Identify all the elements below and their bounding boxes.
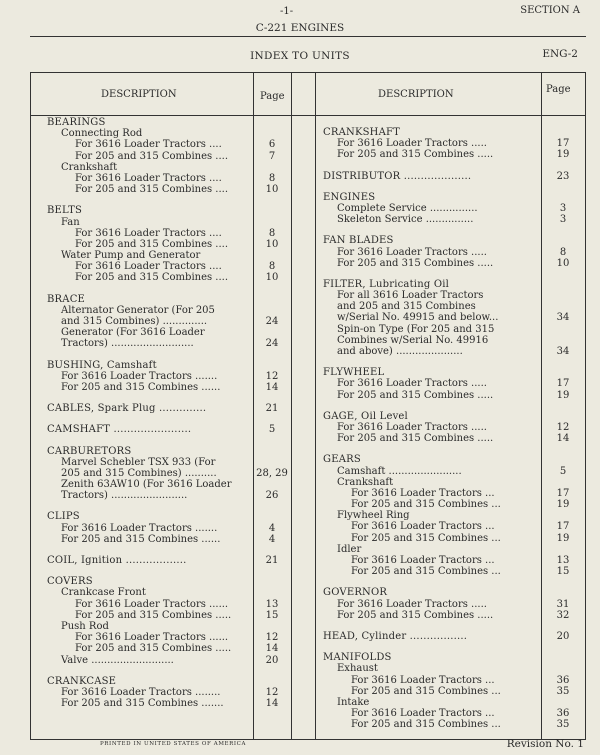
index-entry (323, 247, 585, 258)
entry-text: Water Pump and Generator (61, 250, 201, 262)
entry-page-number: 26 (265, 490, 279, 502)
index-entry (323, 279, 585, 290)
entry-text: Tractors) .......................... (61, 338, 194, 350)
index-entry (323, 708, 585, 719)
index-entry (47, 327, 287, 338)
entry-page-number: 19 (556, 149, 570, 161)
index-table (30, 72, 586, 740)
eng-code: ENG-2 (542, 48, 578, 60)
index-entry (47, 139, 287, 150)
entry-text: Exhaust (337, 663, 378, 675)
entry-page-number: 8 (268, 172, 276, 184)
index-entry (323, 454, 585, 465)
entry-text: Skeleton Service ............... (337, 214, 474, 226)
entry-spacer (323, 357, 585, 367)
entry-page-number: 17 (556, 521, 570, 533)
entry-text: For 205 and 315 Combines ... (351, 499, 501, 511)
index-entry (323, 192, 585, 203)
entry-page-number: 21 (265, 555, 279, 566)
section-label: SECTION A (520, 5, 580, 16)
entry-text: For 3616 Loader Tractors ... (351, 555, 495, 566)
revision-label: Revision No. 1 (506, 738, 584, 750)
entry-heading: FILTER, Lubricating Oil (323, 278, 450, 290)
index-entry (47, 655, 287, 666)
index-entry (323, 663, 585, 674)
entry-heading: GOVERNOR (323, 587, 388, 599)
index-entry (47, 468, 287, 479)
index-entry (47, 511, 287, 522)
entry-text: Generator (For 3616 Loader (61, 327, 205, 339)
index-entry (47, 698, 287, 709)
index-entry (323, 566, 585, 577)
index-entry (323, 149, 585, 160)
index-entry (47, 316, 287, 327)
entry-spacer (323, 161, 585, 171)
title-rule (30, 36, 586, 37)
entry-text: Camshaft ....................... (337, 465, 462, 477)
entry-page-number: 17 (556, 378, 570, 390)
index-entry (323, 652, 585, 663)
entry-page-number: 20 (556, 630, 570, 642)
entry-page-number: 7 (268, 150, 276, 162)
index-entry (47, 599, 287, 610)
entry-text: For 205 and 315 Combines ... (351, 685, 501, 697)
entry-page-number: 8 (268, 261, 276, 273)
entry-heading: COVERS (47, 576, 93, 588)
entry-heading: CABLES, Spark Plug .............. (47, 403, 207, 415)
index-entry (47, 184, 287, 195)
entry-text: Crankcase Front (61, 587, 146, 599)
index-entry (323, 203, 585, 214)
index-entry (47, 621, 287, 632)
entry-text: Alternator Generator (For 205 (61, 304, 215, 316)
entry-page-number: 32 (556, 609, 570, 621)
index-entry (323, 422, 585, 433)
entry-heading: DISTRIBUTOR .................... (323, 170, 472, 182)
entry-page-number: 21 (265, 403, 279, 415)
index-entry (323, 521, 585, 532)
entry-text: Push Rod (61, 620, 109, 632)
index-title: INDEX TO UNITS (250, 50, 350, 62)
index-entry (323, 686, 585, 697)
entry-text: For 205 and 315 Combines ..... (75, 609, 232, 621)
index-entry (323, 390, 585, 401)
index-entry (323, 466, 585, 477)
index-entry (323, 533, 585, 544)
entry-text: For 3616 Loader Tractors ... (351, 708, 495, 720)
entry-text: Tractors) ........................ (61, 490, 188, 502)
entry-heading: CLIPS (47, 511, 80, 523)
entry-page-number: 20 (265, 654, 279, 666)
left-index-column (47, 117, 287, 709)
left-page-header: Page (260, 91, 285, 102)
entry-spacer (323, 401, 585, 411)
entry-text: For 3616 Loader Tractors ...... (75, 598, 229, 610)
entry-page-number: 4 (268, 522, 276, 534)
entry-page-number: 12 (265, 632, 279, 644)
entry-text: Flywheel Ring (337, 510, 410, 522)
entry-page-number: 19 (556, 499, 570, 511)
header-rule (31, 115, 585, 116)
entry-text: For 3616 Loader Tractors ... (351, 487, 495, 499)
index-entry (323, 214, 585, 225)
index-entry (323, 312, 585, 323)
index-entry (47, 228, 287, 239)
index-entry (47, 151, 287, 162)
entry-spacer (323, 621, 585, 631)
entry-text: Idler (337, 543, 362, 555)
entry-spacer (47, 501, 287, 511)
entry-text: Combines w/Serial No. 49916 (337, 334, 489, 346)
entry-text: For 3616 Loader Tractors ... (351, 521, 495, 533)
index-entry (47, 360, 287, 371)
entry-page-number: 35 (556, 719, 570, 731)
document-title: C-221 ENGINES (255, 22, 345, 34)
index-entry (323, 510, 585, 521)
index-entry (47, 676, 287, 687)
entry-text: For 3616 Loader Tractors ....... (61, 522, 218, 534)
entry-text: Marvel Schebler TSX 933 (For (61, 456, 216, 468)
right-description-header: DESCRIPTION (378, 89, 454, 100)
entry-text: For 3616 Loader Tractors ....... (61, 370, 218, 382)
entry-page-number: 12 (556, 421, 570, 433)
entry-page-number: 31 (556, 598, 570, 610)
index-entry (323, 335, 585, 346)
entry-page-number: 24 (265, 338, 279, 350)
entry-page-number: 17 (556, 138, 570, 150)
entry-page-number: 23 (556, 170, 570, 182)
entry-page-number: 8 (559, 246, 567, 258)
index-entry (323, 171, 585, 182)
entry-text: Intake (337, 696, 370, 708)
entry-heading: ENGINES (323, 191, 376, 203)
entry-spacer (47, 545, 287, 555)
center-divider-a (291, 73, 292, 739)
index-entry (47, 523, 287, 534)
entry-spacer (47, 666, 287, 676)
entry-text: Connecting Rod (61, 128, 143, 140)
entry-page-number: 36 (556, 708, 570, 720)
entry-heading: HEAD, Cylinder ................. (323, 630, 468, 642)
index-entry (323, 367, 585, 378)
index-entry (47, 490, 287, 501)
index-entry (47, 250, 287, 261)
entry-heading: BEARINGS (47, 117, 106, 128)
index-entry (323, 587, 585, 598)
index-entry (323, 697, 585, 708)
entry-spacer (47, 195, 287, 205)
entry-text: For 3616 Loader Tractors ..... (337, 246, 487, 258)
entry-text: For 3616 Loader Tractors ... (351, 674, 495, 686)
entry-page-number: 12 (265, 370, 279, 382)
entry-text: For 205 and 315 Combines ... (351, 719, 501, 731)
entry-spacer (323, 182, 585, 192)
entry-page-number: 14 (265, 643, 279, 655)
entry-text: For 3616 Loader Tractors ...... (75, 632, 229, 644)
index-entry (323, 346, 585, 357)
index-entry (47, 643, 287, 654)
entry-text: For 3616 Loader Tractors .... (75, 261, 222, 273)
entry-text: and 315 Combines) .............. (61, 316, 208, 327)
entry-text: Zenith 63AW10 (For 3616 Loader (61, 479, 232, 491)
entry-text: For 3616 Loader Tractors ..... (337, 138, 487, 150)
entry-text: For 205 and 315 Combines ... (351, 532, 501, 544)
entry-page-number: 34 (556, 312, 570, 324)
index-entry (323, 631, 585, 642)
index-entry (323, 544, 585, 555)
index-entry (47, 632, 287, 643)
entry-text: For 3616 Loader Tractors .... (75, 172, 222, 184)
entry-page-number: 6 (268, 139, 276, 151)
entry-page-number: 17 (556, 487, 570, 499)
entry-page-number: 4 (268, 533, 276, 545)
entry-spacer (47, 414, 287, 424)
entry-spacer (47, 436, 287, 446)
entry-text: For 205 and 315 Combines ..... (337, 389, 494, 401)
index-entry (323, 555, 585, 566)
index-entry (47, 424, 287, 435)
entry-text: Valve .......................... (61, 654, 174, 666)
index-entry (323, 127, 585, 138)
index-entry (47, 261, 287, 272)
entry-text: For all 3616 Loader Tractors (337, 290, 484, 302)
index-entry (47, 128, 287, 139)
entry-text: Spin-on Type (For 205 and 315 (337, 323, 495, 335)
entry-page-number: 34 (556, 346, 570, 357)
entry-text: 205 and 315 Combines) .......... (61, 467, 217, 479)
entry-text: For 205 and 315 Combines ...... (61, 533, 221, 545)
entry-heading: CAMSHAFT ....................... (47, 424, 192, 436)
index-entry (323, 610, 585, 621)
entry-spacer (323, 577, 585, 587)
index-entry (47, 239, 287, 250)
right-page-header: Page (546, 84, 571, 95)
entry-text: For 3616 Loader Tractors ..... (337, 378, 487, 390)
index-entry (323, 258, 585, 269)
entry-spacer (47, 566, 287, 576)
entry-page-number: 36 (556, 674, 570, 686)
index-entry (323, 301, 585, 312)
index-entry (323, 324, 585, 335)
entry-page-number: 3 (559, 214, 567, 226)
entry-spacer (323, 269, 585, 279)
entry-page-number: 5 (268, 424, 276, 436)
index-entry (47, 610, 287, 621)
entry-page-number: 19 (556, 532, 570, 544)
center-divider-b (315, 73, 316, 739)
index-entry (323, 488, 585, 499)
entry-heading: CRANKCASE (47, 675, 117, 687)
entry-text: Complete Service ............... (337, 202, 478, 214)
index-entry (47, 555, 287, 566)
index-entry (323, 290, 585, 301)
entry-page-number: 15 (556, 566, 570, 578)
entry-page-number: 19 (556, 389, 570, 401)
entry-page-number: 10 (265, 272, 279, 284)
entry-heading: MANIFOLDS (323, 652, 392, 664)
index-entry (47, 382, 287, 393)
entry-page-number: 3 (559, 202, 567, 214)
index-entry (323, 378, 585, 389)
entry-text: For 205 and 315 Combines ...... (61, 381, 221, 393)
entry-text: For 205 and 315 Combines ..... (337, 257, 494, 269)
entry-page-number: 15 (265, 609, 279, 621)
entry-text: Crankshaft (337, 476, 394, 488)
index-entry (323, 235, 585, 246)
entry-text: For 3616 Loader Tractors .... (75, 227, 222, 239)
index-entry (323, 477, 585, 488)
entry-text: and 205 and 315 Combines (337, 301, 476, 313)
entry-heading: BRACE (47, 293, 86, 305)
entry-text: For 205 and 315 Combines .... (75, 238, 229, 250)
left-description-header: DESCRIPTION (101, 89, 177, 100)
index-entry (47, 587, 287, 598)
entry-spacer (323, 225, 585, 235)
entry-page-number: 13 (556, 555, 570, 566)
index-entry (47, 687, 287, 698)
entry-text: Fan (61, 216, 80, 228)
index-entry (47, 217, 287, 228)
entry-text: For 3616 Loader Tractors .... (75, 139, 222, 151)
index-entry (47, 173, 287, 184)
entry-text: For 205 and 315 Combines .... (75, 184, 229, 196)
entry-text: For 205 and 315 Combines .... (75, 272, 229, 284)
index-entry (323, 675, 585, 686)
index-entry (47, 205, 287, 216)
index-entry (47, 534, 287, 545)
entry-heading: COIL, Ignition .................. (47, 555, 187, 566)
entry-spacer (323, 444, 585, 454)
entry-heading: CARBURETORS (47, 445, 132, 457)
entry-page-number: 35 (556, 685, 570, 697)
entry-heading: BELTS (47, 205, 82, 217)
entry-page-number: 14 (265, 381, 279, 393)
entry-text: For 205 and 315 Combines ..... (337, 149, 494, 161)
entry-spacer (47, 393, 287, 403)
entry-page-number: 14 (265, 698, 279, 710)
entry-heading: GAGE, Oil Level (323, 410, 408, 422)
right-index-column (323, 117, 585, 730)
index-entry (47, 294, 287, 305)
index-entry (47, 457, 287, 468)
entry-spacer (323, 117, 585, 127)
entry-text: For 205 and 315 Combines ..... (75, 643, 232, 655)
index-entry (323, 411, 585, 422)
index-entry (47, 305, 287, 316)
index-entry (323, 433, 585, 444)
index-entry (47, 371, 287, 382)
entry-heading: FLYWHEEL (323, 367, 385, 379)
index-entry (323, 138, 585, 149)
entry-page-number: 28, 29 (256, 467, 288, 479)
entry-page-number: 10 (265, 184, 279, 196)
entry-heading: GEARS (323, 454, 361, 466)
entry-text: For 205 and 315 Combines ... (351, 566, 501, 578)
index-entry (47, 446, 287, 457)
entry-text: For 205 and 315 Combines ....... (61, 698, 224, 710)
entry-heading: BUSHING, Camshaft (47, 359, 157, 371)
entry-spacer (47, 284, 287, 294)
entry-text: w/Serial No. 49915 and below... (337, 312, 499, 324)
entry-page-number: 13 (265, 598, 279, 610)
index-entry (323, 599, 585, 610)
page-number: -1- (280, 6, 294, 17)
index-entry (47, 403, 287, 414)
index-entry (47, 162, 287, 173)
entry-text: For 205 and 315 Combines ..... (337, 433, 494, 445)
index-entry (323, 499, 585, 510)
entry-text: For 3616 Loader Tractors ..... (337, 598, 487, 610)
entry-page-number: 5 (559, 465, 567, 477)
entry-text: For 205 and 315 Combines .... (75, 150, 229, 162)
index-entry (47, 576, 287, 587)
entry-page-number: 12 (265, 686, 279, 698)
entry-spacer (47, 350, 287, 360)
index-entry (47, 117, 287, 128)
entry-text: For 3616 Loader Tractors ........ (61, 686, 221, 698)
entry-page-number: 14 (556, 433, 570, 445)
entry-spacer (323, 642, 585, 652)
entry-heading: CRANKSHAFT (323, 127, 401, 138)
entry-text: and above) ..................... (337, 346, 463, 357)
index-entry (47, 338, 287, 349)
entry-text: Crankshaft (61, 161, 118, 173)
entry-heading: FAN BLADES (323, 235, 394, 247)
entry-page-number: 10 (265, 238, 279, 250)
entry-page-number: 24 (265, 316, 279, 327)
entry-text: For 205 and 315 Combines ..... (337, 609, 494, 621)
entry-page-number: 10 (556, 257, 570, 269)
entry-text: For 3616 Loader Tractors ..... (337, 421, 487, 433)
index-entry (323, 719, 585, 730)
index-entry (47, 272, 287, 283)
index-entry (47, 479, 287, 490)
entry-page-number: 8 (268, 227, 276, 239)
printed-notice: PRINTED IN UNITED STATES OF AMERICA (100, 741, 247, 747)
